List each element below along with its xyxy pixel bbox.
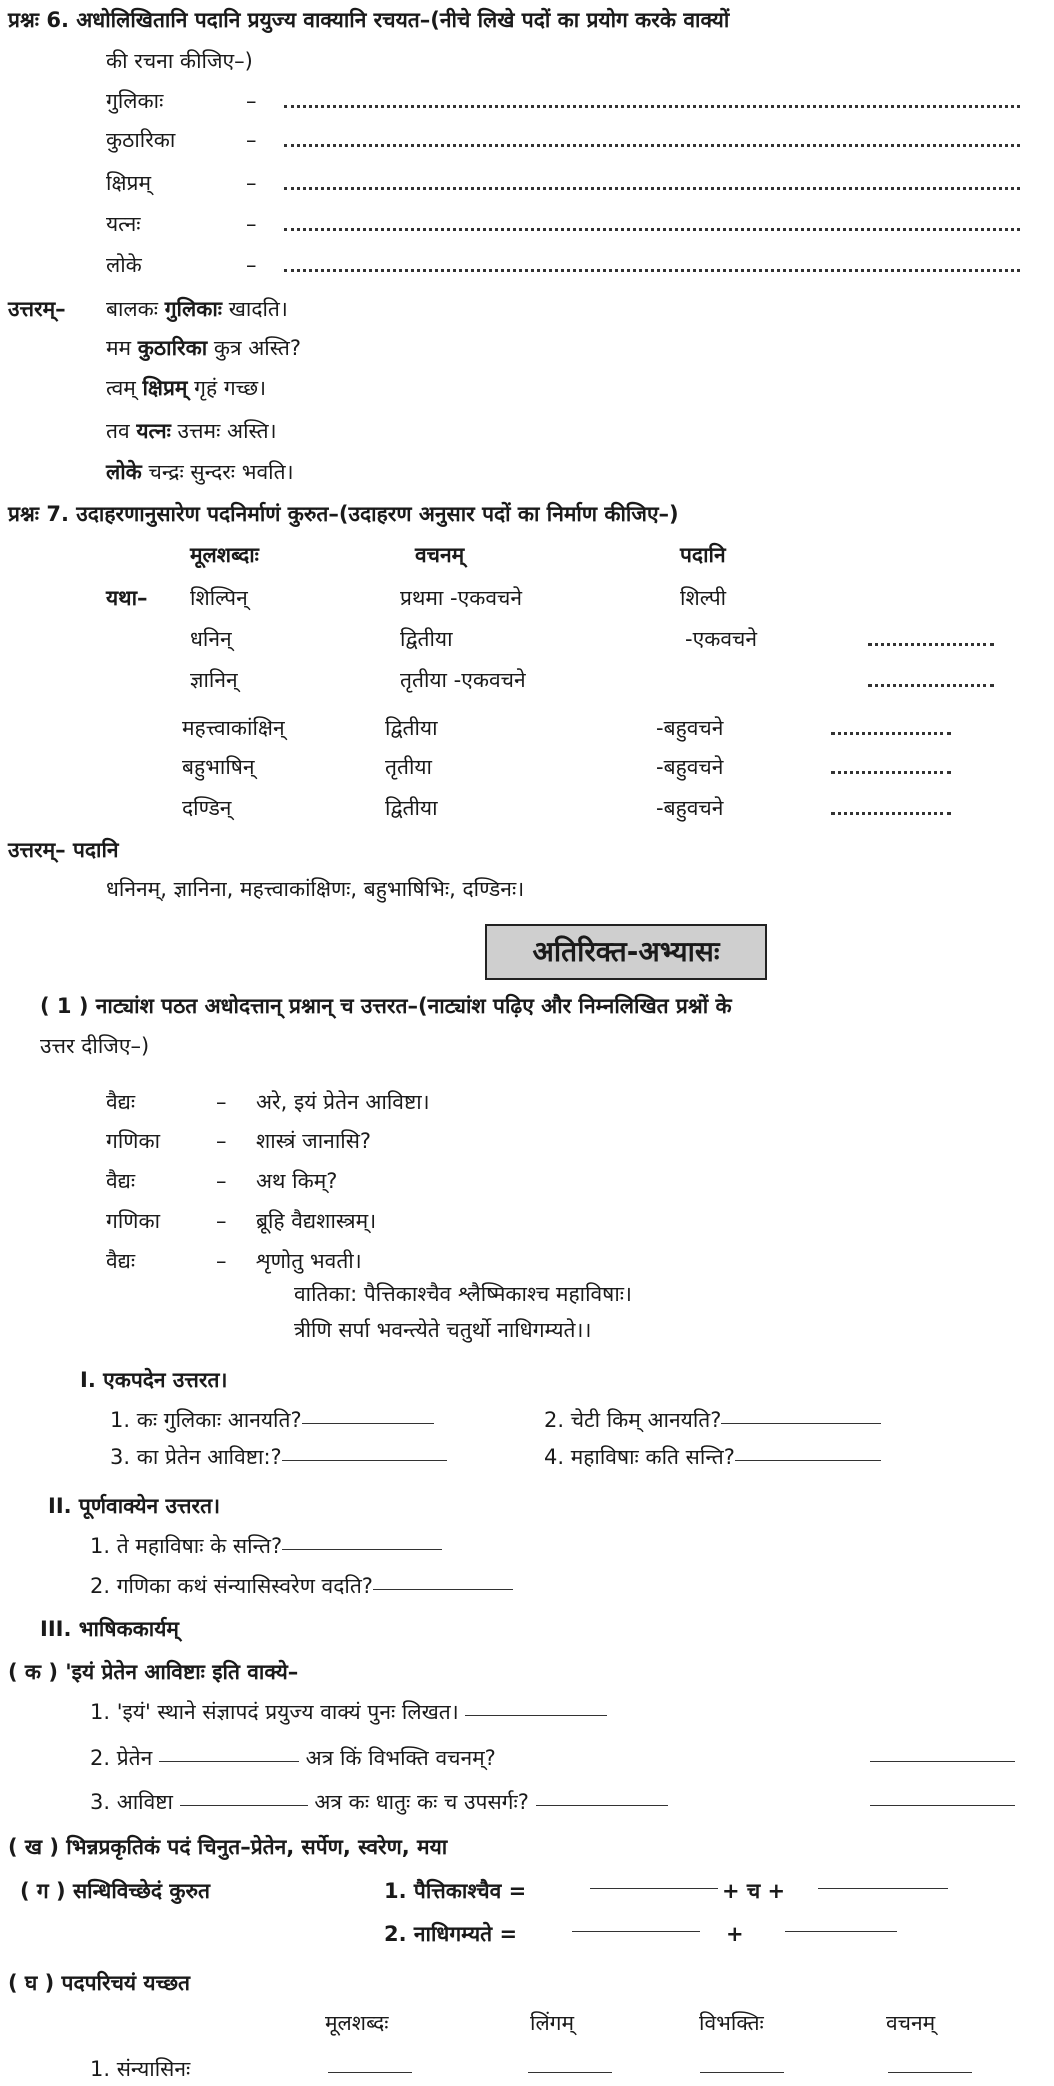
q7-header: वचनम्	[415, 543, 465, 567]
answer-blank[interactable]	[284, 78, 1020, 108]
answer-line[interactable]	[180, 1787, 308, 1806]
speaker: गणिका	[106, 1209, 161, 1233]
q6-answer: तव यत्नः उत्तमः अस्ति।	[106, 419, 277, 443]
q7-cell: द्वितीया	[385, 796, 438, 820]
q6-word: कुठारिका	[106, 128, 176, 152]
question: 3. का प्रेतेन आविष्टा:?	[110, 1442, 447, 1472]
gha-header: मूलशब्दः	[325, 2011, 389, 2035]
q7-header: मूलशब्दाः	[190, 543, 259, 567]
answer-line[interactable]	[888, 2054, 972, 2073]
sandhi-item: 2. नाधिगम्यते =	[384, 1922, 518, 1946]
q7-cell: तृतीया	[385, 755, 432, 779]
q7-cell: द्वितीया	[385, 716, 438, 740]
q7-cell: -बहुवचने	[656, 796, 724, 820]
question: 3. आविष्टा अत्र कः धातुः कः च उपसर्गः?	[90, 1787, 668, 1817]
answer-line[interactable]	[735, 1442, 881, 1461]
dash: –	[246, 171, 257, 195]
question: 4. महाविषाः कति सन्ति?	[544, 1442, 881, 1472]
q6-title: प्रश्नः 6. अधोलिखितानि पदानि प्रयुज्य वाक्यानि रचयत–(नीचे लिखे पदों का प्रयोग करके वाक्यों	[8, 8, 730, 32]
dash: –	[216, 1090, 227, 1114]
speaker: वैद्यः	[106, 1249, 136, 1273]
q6-title-cont: की रचना कीजिए–)	[106, 49, 253, 73]
gha-header: वचनम्	[886, 2011, 936, 2035]
subsection-ga: ( ग ) सन्धिविच्छेदं कुरुत	[20, 1879, 210, 1903]
q7-cell: दण्डिन्	[182, 796, 232, 820]
answer-blank[interactable]	[831, 744, 951, 774]
q7-cell: -बहुवचने	[656, 716, 724, 740]
dash: –	[216, 1129, 227, 1153]
answer-line[interactable]	[282, 1442, 447, 1461]
sandhi-item: 1. पैत्तिकाश्चैव =	[384, 1879, 527, 1903]
answer-blank[interactable]	[284, 201, 1020, 231]
q7-cell: शिल्पी	[680, 586, 727, 610]
answer-label: उत्तरम्– पदानि	[8, 838, 119, 862]
q7-cell: प्रथमा -एकवचने	[400, 586, 523, 610]
dialog-line: शृणोतु भवती।	[256, 1249, 362, 1273]
speaker: गणिका	[106, 1129, 161, 1153]
question: 1. कः गुलिकाः आनयति?	[110, 1405, 434, 1435]
dash: –	[216, 1209, 227, 1233]
dialog-line: ब्रूहि वैद्यशास्त्रम्।	[256, 1209, 377, 1233]
answer-line[interactable]	[536, 1787, 668, 1806]
example-label: यथा–	[106, 586, 148, 610]
speaker: वैद्यः	[106, 1169, 136, 1193]
answer-line[interactable]	[870, 1787, 1015, 1806]
q7-cell: शिल्पिन्	[190, 586, 248, 610]
q7-cell: -एकवचने	[685, 627, 757, 651]
dash: –	[216, 1169, 227, 1193]
question: 2. चेटी किम् आनयति?	[544, 1405, 881, 1435]
answer-line[interactable]	[818, 1870, 948, 1889]
answer-line[interactable]	[528, 2054, 612, 2073]
section-3-title: III. भाषिककार्यम्	[40, 1617, 179, 1641]
q6-answer: लोके चन्द्रः सुन्दरः भवति।	[106, 460, 294, 484]
answer-line[interactable]	[572, 1913, 700, 1932]
gha-row-label: 1. संन्यासिनः	[90, 2057, 191, 2081]
dialog-line: अरे, इयं प्रेतेन आविष्टा।	[256, 1090, 430, 1114]
q6-answer: बालकः गुलिकाः खादति।	[106, 297, 288, 321]
dash: –	[216, 1249, 227, 1273]
q7-cell: ज्ञानिन्	[190, 668, 238, 692]
question: 1. ते महाविषाः के सन्ति?	[90, 1531, 442, 1561]
speaker: वैद्यः	[106, 1090, 136, 1114]
answer-line[interactable]	[721, 1405, 881, 1424]
verse-line: त्रीणि सर्पा भवन्त्येते चतुर्थो नाधिगम्यते।।	[294, 1318, 592, 1342]
q7-cell: बहुभाषिन्	[182, 755, 255, 779]
answer-blank[interactable]	[868, 657, 994, 687]
sandhi-plus: + च +	[722, 1879, 786, 1903]
question: 1. 'इयं' स्थाने संज्ञापदं प्रयुज्य वाक्यं पुनः लिखत।	[90, 1697, 607, 1727]
subsection-ka: ( क ) 'इयं प्रेतेन आविष्टाः इति वाक्ये–	[8, 1660, 299, 1684]
q7-title: प्रश्नः 7. उदाहरणानुसारेण पदनिर्माणं कुरुत–(उदाहरण अनुसार पदों का निर्माण कीजिए–)	[8, 502, 679, 526]
gha-header: विभक्तिः	[699, 2011, 764, 2035]
q7-cell: -बहुवचने	[656, 755, 724, 779]
answer-line[interactable]	[373, 1571, 513, 1590]
q7-cell: महत्त्वाकांक्षिन्	[182, 716, 285, 740]
q7-cell: तृतीया -एकवचने	[400, 668, 526, 692]
subsection-gha: ( घ ) पदपरिचयं यच्छत	[8, 1971, 190, 1995]
subsection-kha: ( ख ) भिन्नप्रकृतिकं पदं चिनुत–प्रेतेन, सर्पेण, स्वरेण, मया	[8, 1835, 448, 1859]
q6-word: क्षिप्रम्	[106, 171, 152, 195]
dash: –	[246, 128, 257, 152]
answer-blank[interactable]	[284, 117, 1020, 147]
dash: –	[246, 253, 257, 277]
answer-label: उत्तरम्–	[8, 297, 66, 321]
q6-word: यत्नः	[106, 212, 141, 236]
section-2-title: II. पूर्णवाक्येन उत्तरत।	[48, 1494, 221, 1518]
dash: –	[246, 212, 257, 236]
question: 2. प्रेतेन अत्र किं विभक्ति वचनम्?	[90, 1743, 496, 1773]
section-1-title: I. एकपदेन उत्तरत।	[80, 1368, 228, 1392]
dialog-line: शास्त्रं जानासि?	[256, 1129, 372, 1153]
q7-cell: धनिन्	[190, 627, 232, 651]
question: 2. गणिका कथं संन्यासिस्वरेण वदति?	[90, 1571, 513, 1601]
gha-header: लिंगम्	[530, 2011, 575, 2035]
answer-line[interactable]	[302, 1405, 434, 1424]
answer-line[interactable]	[785, 1913, 897, 1932]
answer-line[interactable]	[159, 1743, 299, 1762]
answer-blank[interactable]	[831, 785, 951, 815]
answer-line[interactable]	[328, 2054, 412, 2073]
section-heading: अतिरिक्त-अभ्यासः	[485, 924, 767, 980]
answer-blank[interactable]	[868, 616, 994, 646]
passage-title-cont: उत्तर दीजिए–)	[40, 1034, 150, 1058]
q7-header: पदानि	[680, 543, 726, 567]
q6-answer: त्वम् क्षिप्रम् गृहं गच्छ।	[106, 376, 267, 400]
answer-line[interactable]	[282, 1531, 442, 1550]
dialog-line: अथ किम्?	[256, 1169, 338, 1193]
answer-blank[interactable]	[284, 242, 1020, 272]
passage-title: ( 1 ) नाट्यांश पठत अधोदत्तान् प्रश्नान् च उत्तरत–(नाट्यांश पढ़िए और निम्नलिखित प्रश्नों के	[40, 994, 732, 1018]
answer-line[interactable]	[465, 1697, 607, 1716]
dash: –	[246, 89, 257, 113]
answer-line[interactable]	[700, 2054, 784, 2073]
answer-blank[interactable]	[831, 705, 951, 735]
sandhi-plus: +	[726, 1922, 744, 1946]
q6-word: गुलिकाः	[106, 89, 164, 113]
q7-cell: द्वितीया	[400, 627, 453, 651]
q6-answer: मम कुठारिका कुत्र अस्ति?	[106, 336, 302, 360]
answer-blank[interactable]	[284, 160, 1020, 190]
verse-line: वातिका: पैत्तिकाश्चैव श्लैष्मिकाश्च महाविषाः।	[294, 1282, 632, 1306]
q6-word: लोके	[106, 253, 142, 277]
q7-answer: धनिनम्, ज्ञानिना, महत्त्वाकांक्षिणः, बहुभाषिभिः, दण्डिनः।	[106, 877, 525, 901]
answer-line[interactable]	[590, 1870, 718, 1889]
answer-line[interactable]	[870, 1743, 1015, 1762]
